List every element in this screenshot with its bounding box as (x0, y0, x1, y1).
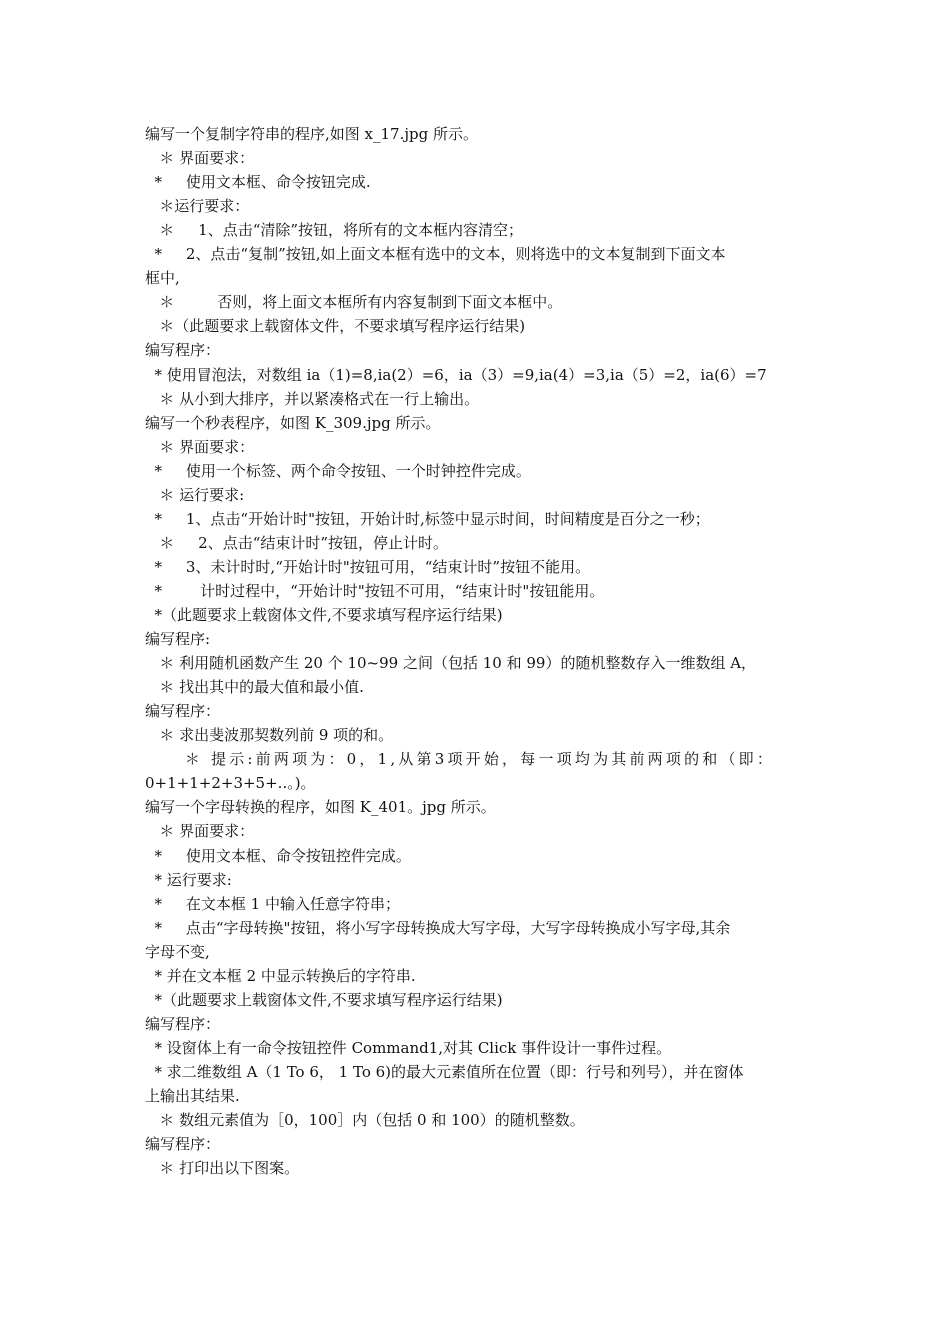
text-line: * 并在文本框 2 中显示转换后的字符串. (145, 967, 416, 985)
text-line: ＊ 找出其中的最大值和最小值. (145, 678, 364, 696)
text-line: * 使用一个标签、两个命令按钮、一个时钟控件完成。 (145, 462, 531, 480)
text-line: * 求二维数组 A（1 To 6， 1 To 6)的最大元素值所在位置（即：行号和列号），并在窗体 (145, 1063, 744, 1081)
text-line: * 1、点击“开始计时"按钮，开始计时,标签中显示时间，时间精度是百分之一秒； (145, 510, 710, 528)
text-line: ＊ 数组元素值为［0，100］内（包括 0 和 100）的随机整数。 (145, 1111, 585, 1129)
text-line: 上输出其结果. (145, 1087, 240, 1105)
text-line: ＊ 界面要求： (145, 822, 255, 840)
text-line: ＊ 打印出以下图案。 (145, 1159, 300, 1177)
text-line: 字母不变, (145, 943, 210, 961)
text-line: 编写一个字母转换的程序，如图 K_401。jpg 所示。 (145, 798, 496, 816)
text-line: ＊ 界面要求： (145, 149, 255, 167)
text-line: * 使用文本框、命令按钮控件完成。 (145, 847, 411, 865)
text-line: 编写程序： (145, 1135, 221, 1153)
text-line: *（此题要求上载窗体文件,不要求填写程序运行结果) (145, 606, 503, 624)
text-line: ＊ 提示:前两项为：0，1,从第3项开始，每一项均为其前两项的和（即： (145, 750, 776, 768)
text-line: ＊ 2、点击“结束计时”按钮，停止计时。 (145, 534, 449, 552)
text-line: * 2、点击“复制”按钮,如上面文本框有选中的文本，则将选中的文本复制到下面文本 (145, 245, 726, 263)
text-line: * 使用冒泡法，对数组 ia（1)=8,ia(2）=6，ia（3）=9,ia(4）=3,ia（5）=2，ia(6）=7 (145, 366, 767, 384)
text-line: * 在文本框 1 中输入任意字符串； (145, 895, 400, 913)
text-line: ＊运行要求： (145, 197, 250, 215)
text-line: *（此题要求上载窗体文件,不要求填写程序运行结果) (145, 991, 503, 1009)
text-line: ＊ 否则，将上面文本框所有内容复制到下面文本框中。 (145, 293, 563, 311)
text-line: 框中, (145, 269, 180, 287)
text-line: * 设窗体上有一命令按钮控件 Command1,对其 Click 事件设计一事件过程。 (145, 1039, 672, 1057)
text-line: 编写一个复制字符串的程序,如图 x_17.jpg 所示。 (145, 125, 478, 143)
text-line: ＊ 运行要求: (145, 486, 245, 504)
text-line: 编写程序： (145, 341, 221, 359)
text-line: * 运行要求: (145, 871, 232, 889)
text-line: 编写一个秒表程序，如图 K_309.jpg 所示。 (145, 414, 441, 432)
text-line: 编写程序： (145, 702, 221, 720)
text-line: ＊ 1、点击“清除”按钮，将所有的文本框内容清空； (145, 221, 524, 239)
text-line: * 计时过程中，“开始计时"按钮不可用，“结束计时"按钮能用。 (145, 582, 605, 600)
text-line: 编写程序： (145, 1015, 221, 1033)
text-line: * 使用文本框、命令按钮完成. (145, 173, 371, 191)
text-line: ＊（此题要求上载窗体文件，不要求填写程序运行结果) (145, 317, 526, 335)
text-line: 编写程序: (145, 630, 211, 648)
text-line: 0+1+1+2+3+5+..。)。 (145, 774, 316, 792)
text-line: * 3、未计时时,“开始计时"按钮可用，“结束计时”按钮不能用。 (145, 558, 591, 576)
text-line: ＊ 从小到大排序，并以紧凑格式在一行上输出。 (145, 390, 480, 408)
text-line: ＊ 求出斐波那契数列前 9 项的和。 (145, 726, 394, 744)
text-line: ＊ 界面要求： (145, 438, 255, 456)
text-line: ＊ 利用随机函数产生 20 个 10~99 之间（包括 10 和 99）的随机整数存入一维数组 A， (145, 654, 757, 672)
text-line: * 点击“字母转换"按钮，将小写字母转换成大写字母，大写字母转换成小写字母,其余 (145, 919, 731, 937)
